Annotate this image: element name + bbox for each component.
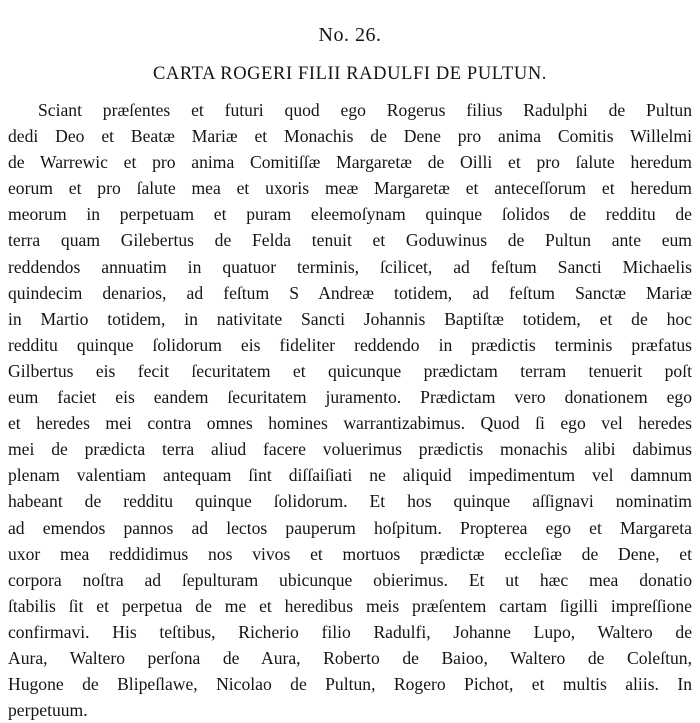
text-line: terra quam Gilebertus de Felda tenuit et Goduwinus de Pultun ante eum <box>8 230 692 251</box>
text-line: in Martio totidem, in nativitate Sancti Johannis Baptiſtæ totidem, et de hoc <box>8 308 692 329</box>
text-line: et heredes mei contra omnes homines warrantizabimus. Quod ſi ego vel heredes <box>8 413 692 434</box>
text-line: meorum in perpetuam et puram eleemoſynam quinque ſolidos de redditu de <box>8 204 692 225</box>
text-line: uxor mea reddidimus nos vivos et mortuos prædictæ eccleſiæ de Dene, et <box>8 543 692 564</box>
text-line: reddendos annuatim in quatuor terminis, ſcilicet, ad feſtum Sancti Michaelis <box>8 256 692 277</box>
text-line: dedi Deo et Beatæ Mariæ et Monachis de Dene pro anima Comitis Willelmi <box>8 126 692 147</box>
text-line: Sciant præſentes et futuri quod ego Rogerus filius Radulphi de Pultun <box>38 100 692 120</box>
text-line: Gilbertus eis fecit ſecuritatem et quicunque prædictam terram tenuerit poſt <box>8 360 692 381</box>
text-line: mei de prædicta terra aliud facere voluerimus prædictis monachis alibi dabimus <box>8 439 692 460</box>
text-line: Hugone de Blipeſlawe, Nicolao de Pultun, Rogero Pichot, et multis aliis. In <box>8 674 692 695</box>
charter-number: No. 26. <box>318 24 382 46</box>
charter-body <box>8 97 692 723</box>
text-line: eum faciet eis eandem ſecuritatem juramento. Prædictam vero donationem ego <box>8 387 692 408</box>
text-line: ad emendos pannos ad lectos pauperum hoſpitum. Propterea ego et Margareta <box>8 517 692 538</box>
text-line: Aura, Waltero perſona de Aura, Roberto de Baioo, Waltero de Coleſtun, <box>8 647 692 668</box>
charter-title: CARTA ROGERI FILII RADULFI DE PULTUN. <box>152 64 548 84</box>
text-line: ſtabilis ſit et perpetua de me et heredibus meis præſentem cartam ſigilli impreſſione <box>8 595 692 616</box>
text-line: de Warrewic et pro anima Comitiſſæ Margaretæ de Oilli et pro ſalute heredum <box>8 152 692 173</box>
text-line: plenam valentiam antequam ſint diſſaiſiati ne aliquid impedimentum vel damnum <box>8 465 692 486</box>
text-line: quindecim denarios, ad feſtum S Andreæ totidem, ad feſtum Sanctæ Mariæ <box>8 282 692 303</box>
text-line: corpora noſtra ad ſepulturam ubicunque obierimus. Et ut hæc mea donatio <box>8 569 692 590</box>
text-line: eorum et pro ſalute mea et uxoris meæ Margaretæ et anteceſſorum et heredum <box>8 178 692 199</box>
text-line: redditu quinque ſolidorum eis fideliter reddendo in prædictis terminis præfatus <box>8 334 692 355</box>
text-line: habeant de redditu quinque ſolidorum. Et hos quinque aſſignavi nominatim <box>8 491 692 512</box>
text-line: perpetuum. <box>8 700 88 721</box>
text-line: confirmavi. His teſtibus, Richerio filio Radulfi, Johanne Lupo, Waltero de <box>8 621 692 642</box>
